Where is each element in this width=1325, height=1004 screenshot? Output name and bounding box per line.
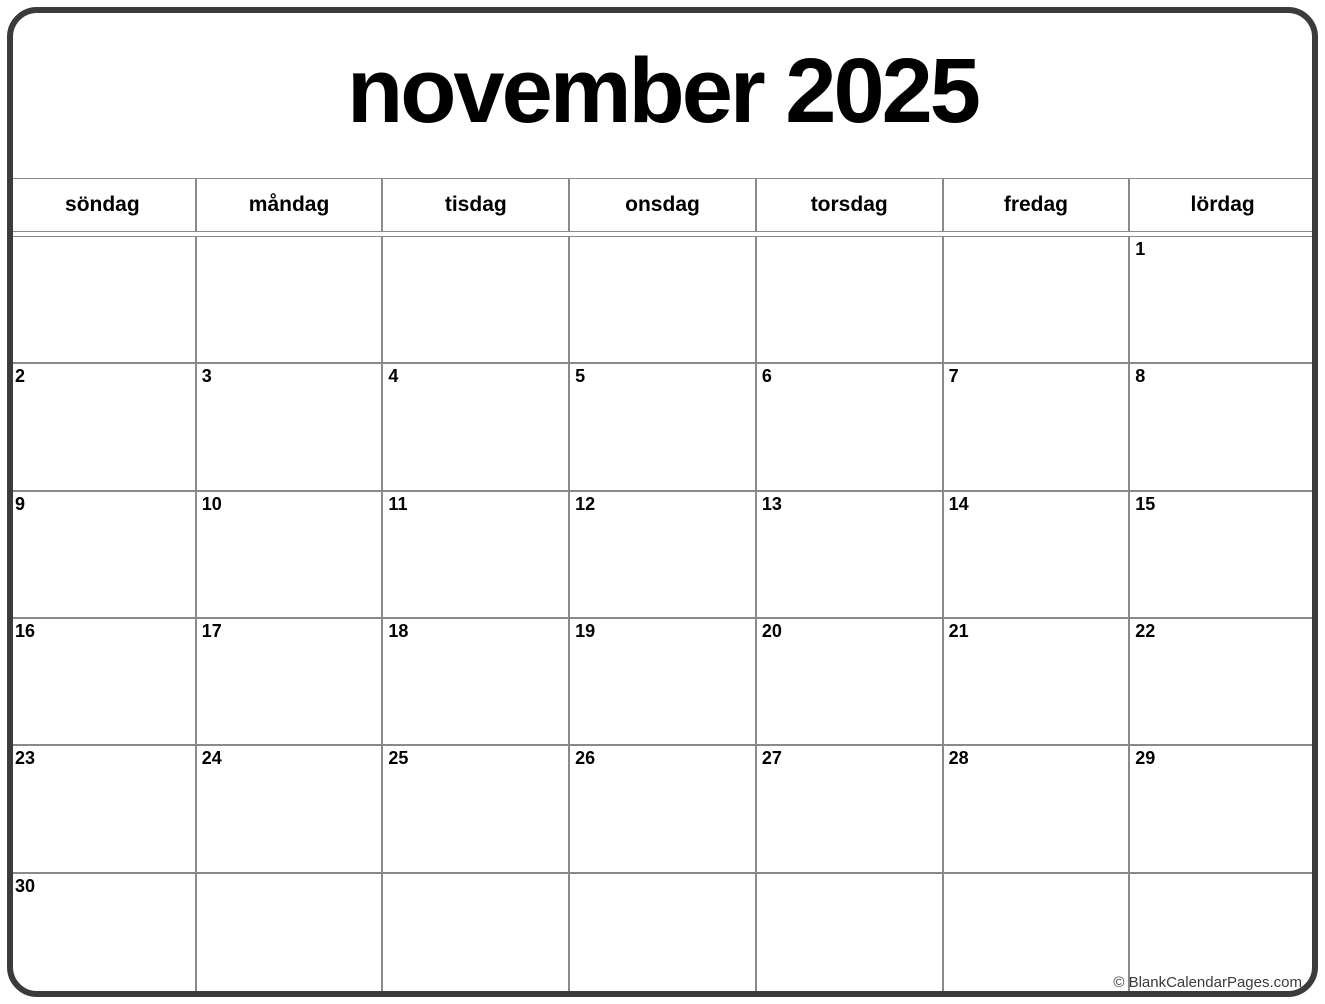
weekday-header-cell: måndag: [196, 178, 383, 232]
empty-date-cell: [196, 236, 383, 363]
calendar-weeks: [9, 236, 1316, 997]
weekday-header-cell: fredag: [943, 178, 1130, 232]
weekday-header-cell: söndag: [9, 178, 196, 232]
date-cell: 23: [9, 745, 196, 872]
date-cell: 14: [943, 491, 1130, 618]
weekday-header-cell: torsdag: [756, 178, 943, 232]
date-cell: 17: [196, 618, 383, 745]
empty-date-cell: [756, 236, 943, 363]
empty-date-cell: [569, 873, 756, 997]
date-cell: 5: [569, 363, 756, 490]
date-cell: 26: [569, 745, 756, 872]
date-cell: 11: [382, 491, 569, 618]
date-cell: 21: [943, 618, 1130, 745]
date-cell: 13: [756, 491, 943, 618]
date-cell: 16: [9, 618, 196, 745]
date-cell: 22: [1129, 618, 1316, 745]
empty-date-cell: [943, 236, 1130, 363]
empty-date-cell: [756, 873, 943, 997]
date-cell: 25: [382, 745, 569, 872]
date-cell: 28: [943, 745, 1130, 872]
page-title: november 2025: [347, 40, 978, 142]
date-cell: 7: [943, 363, 1130, 490]
date-cell: 1: [1129, 236, 1316, 363]
weekday-header-row: [9, 178, 1316, 232]
date-cell: 3: [196, 363, 383, 490]
calendar-grid: [9, 178, 1316, 997]
weekday-header-cell: tisdag: [382, 178, 569, 232]
weekday-header-cell: lördag: [1129, 178, 1316, 232]
empty-date-cell: [196, 873, 383, 997]
date-cell: 18: [382, 618, 569, 745]
empty-date-cell: [569, 236, 756, 363]
date-cell: 9: [9, 491, 196, 618]
date-cell: 24: [196, 745, 383, 872]
date-cell: 27: [756, 745, 943, 872]
date-cell: 12: [569, 491, 756, 618]
date-cell: 15: [1129, 491, 1316, 618]
empty-date-cell: [943, 873, 1130, 997]
weekday-header-cell: onsdag: [569, 178, 756, 232]
watermark: © BlankCalendarPages.com: [1113, 974, 1302, 991]
date-cell: 29: [1129, 745, 1316, 872]
date-cell: 20: [756, 618, 943, 745]
date-cell: 4: [382, 363, 569, 490]
date-cell: 8: [1129, 363, 1316, 490]
date-cell: 6: [756, 363, 943, 490]
empty-date-cell: [9, 236, 196, 363]
empty-date-cell: [382, 236, 569, 363]
empty-date-cell: [382, 873, 569, 997]
date-cell: 19: [569, 618, 756, 745]
date-cell: 30: [9, 873, 196, 997]
date-cell: 2: [9, 363, 196, 490]
date-cell: 10: [196, 491, 383, 618]
page-content-area: [7, 7, 1318, 997]
